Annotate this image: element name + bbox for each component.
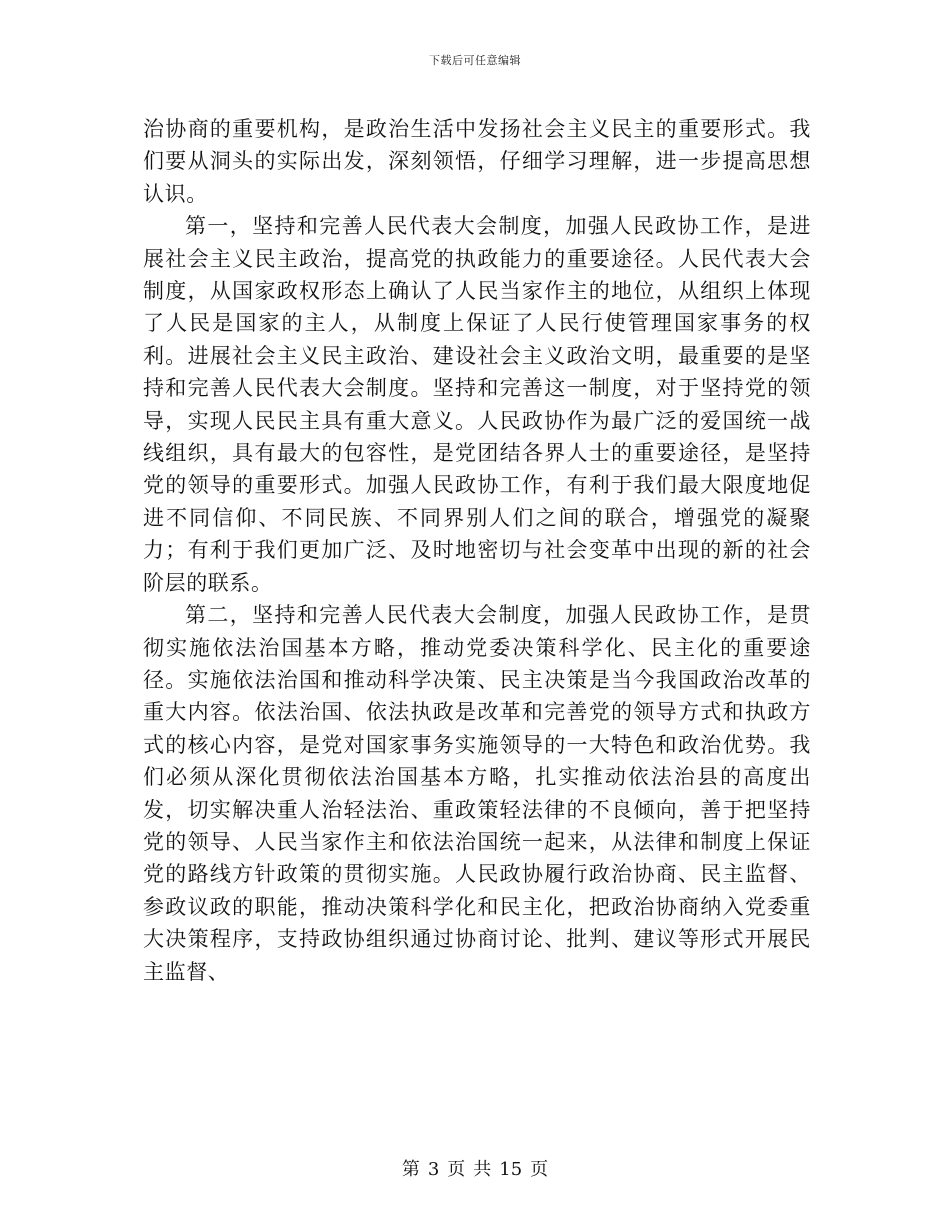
footer-prefix: 第: [401, 1159, 420, 1180]
footer-total-pages: 15: [499, 1159, 523, 1180]
footer-current-page: 3: [427, 1159, 440, 1180]
page-footer: [0, 1155, 950, 1181]
footer-total-word: 共: [473, 1159, 492, 1180]
page-header: 下载后可任意编辑: [429, 54, 521, 67]
footer-page-word: 页: [447, 1159, 466, 1180]
paragraph-continuation: 治协商的重要机构，是政治生活中发扬社会主义民主的重要形式。我们要从洞头的实际出发，深刻领悟，仔细学习理解，进一步提高思想认识。: [143, 117, 811, 206]
paragraph-first-point: 第一，坚持和完善人民代表大会制度，加强人民政协工作，是进展社会主义民主政治，提高党的执政能力的重要途径。人民代表大会制度，从国家政权形态上确认了人民当家作主的地位，从组织上体现了人民是国家的主人，从制度上保证了人民行使管理国家事务的权利。进展社会主义民主政治、建设社会主义政治文明，最重要的是坚持和完善人民代表大会制度。坚持和完善这一制度，对于坚持党的领导，实现人民民主具有重大意义。人民政协作为最广泛的爱国统一战线组织，具有最大的包容性，是党团结各界人士的重要途径，是坚持党的领导的重要形式。加强人民政协工作，有利于我们最大限度地促进不同信仰、不同民族、不同界别人们之间的联合，增强党的凝聚力；有利于我们更加广泛、及时地密切与社会变革中出现的新的社会阶层的联系。: [143, 214, 811, 595]
document-body: [143, 113, 811, 988]
paragraph-second-point: 第二，坚持和完善人民代表大会制度，加强人民政协工作，是贯彻实施依法治国基本方略，推动党委决策科学化、民主化的重要途径。实施依法治国和推动科学决策、民主决策是当今我国政治改革的重大内容。依法治国、依法执政是改革和完善党的领导方式和执政方式的核心内容，是党对国家事务实施领导的一大特色和政治优势。我们必须从深化贯彻依法治国基本方略，扎实推动依法治县的高度出发，切实解决重人治轻法治、重政策轻法律的不良倾向，善于把坚持党的领导、人民当家作主和依法治国统一起来，从法律和制度上保证党的路线方针政策的贯彻实施。人民政协履行政治协商、民主监督、参政议政的职能，推动决策科学化和民主化，把政治协商纳入党委重大决策程序，支持政协组织通过协商讨论、批判、建议等形式开展民主监督、: [143, 603, 811, 984]
footer-suffix: 页: [530, 1159, 549, 1180]
